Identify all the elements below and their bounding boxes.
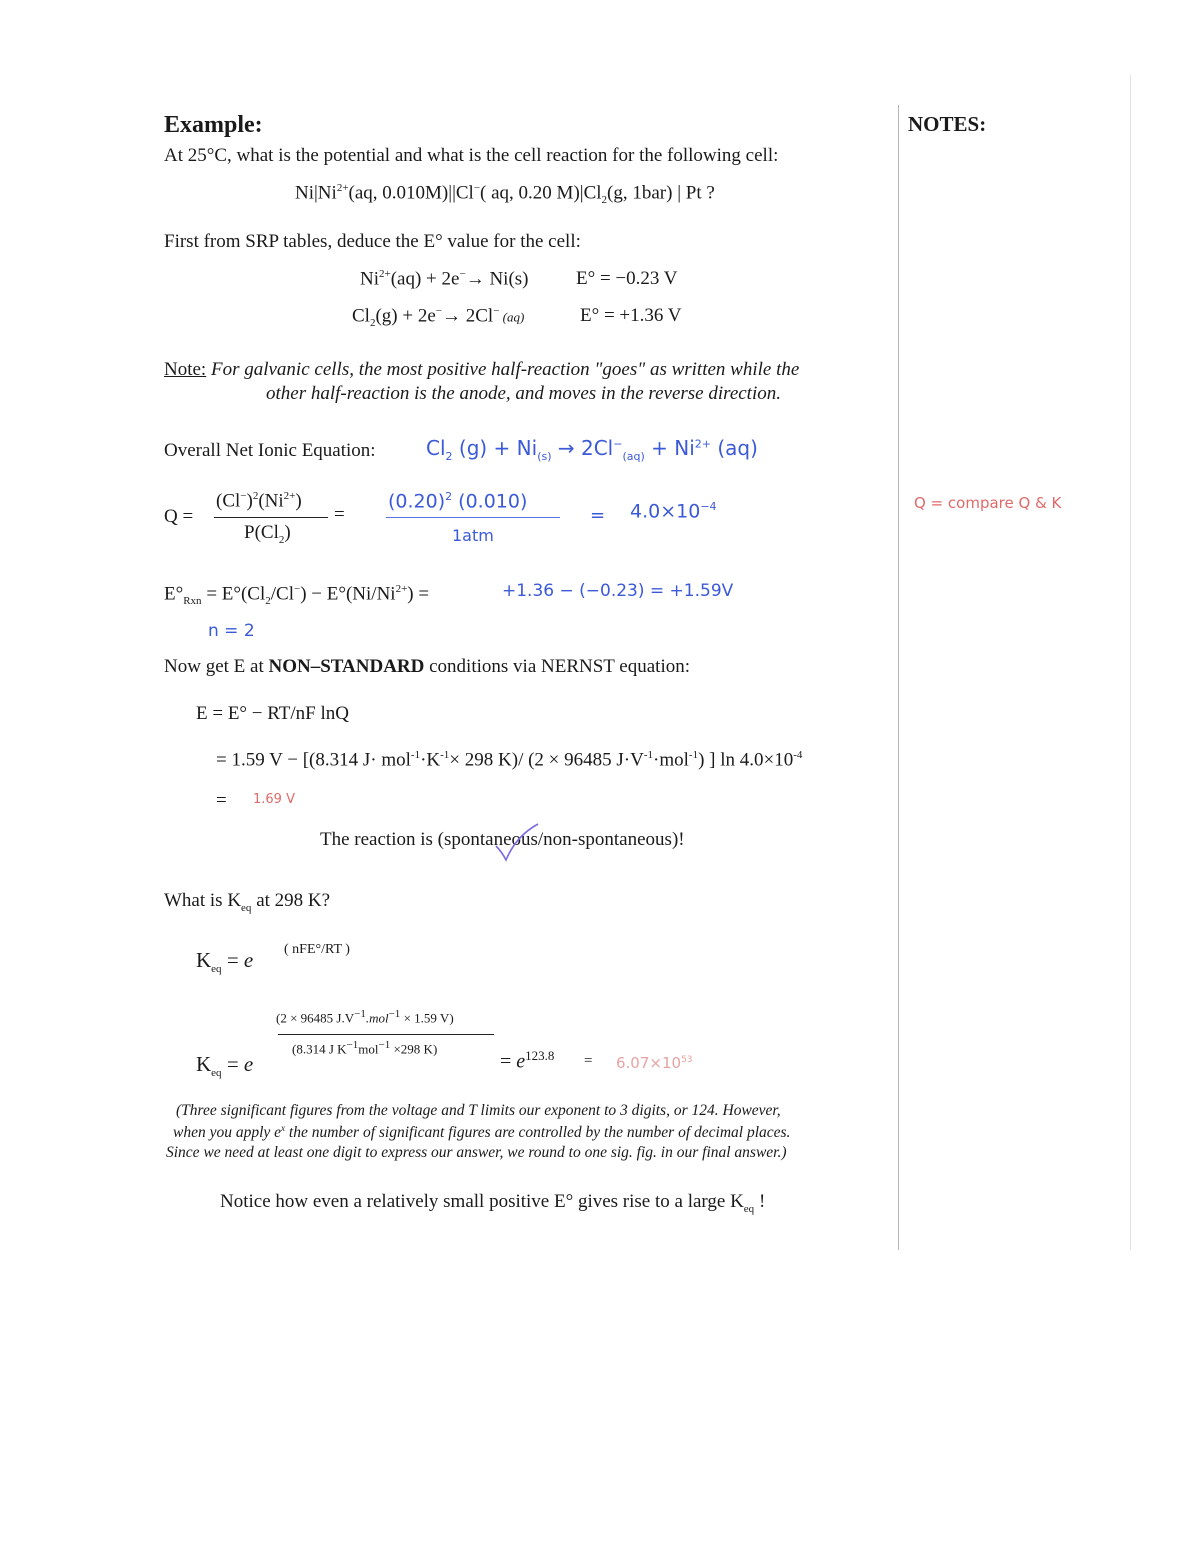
keq-exponential-result: = $e^{123.8}$	[500, 1048, 555, 1073]
q-handwritten-numerator: $(0.20)^2$ (0.010)	[388, 490, 528, 513]
keq-exponent: ( nFE°/RT )	[284, 942, 350, 957]
notes-divider-line	[898, 105, 899, 1250]
checkmark-icon	[494, 822, 540, 862]
closing-statement: Notice how even a relatively small positive E° gives rise to a large $K_{eq}$ !	[220, 1191, 766, 1215]
note-line-1: Note: For galvanic cells, the most positive half-reaction "goes" as written while the	[164, 359, 800, 380]
q-handwritten-result: $4.0\times 10^{-4}$	[630, 500, 717, 523]
footnote-line-2: when you apply $e^x$ the number of significant figures are controlled by the number of decimal places.	[173, 1123, 791, 1142]
q-fraction-bar	[214, 517, 328, 518]
half-reaction-chlorine: $Cl_2(g) + 2e^-\to 2Cl^-$ (aq)	[352, 305, 525, 330]
overall-equation-label: Overall Net Ionic Equation:	[164, 440, 376, 461]
half-reaction-chlorine-potential: E° = +1.36 V	[580, 305, 682, 326]
note-line-2: other half-reaction is the anode, and moves in the reverse direction.	[266, 383, 781, 404]
half-reaction-nickel-potential: E° = −0.23 V	[576, 268, 678, 289]
overall-equation-handwritten: $Cl_2$ $(g) + Ni_{(s)} \to 2Cl^-_{(aq)} + Ni^{2+}$ (aq)	[426, 436, 758, 463]
nernst-result-handwritten: 1.69 V	[253, 792, 295, 807]
e-rxn-handwritten: +1.36 − (−0.23) = +1.59V	[502, 581, 734, 601]
nernst-intro: Now get E at NON–STANDARD conditions via NERNST equation:	[164, 656, 691, 677]
question-text: At 25°C, what is the potential and what is the cell reaction for the following cell:	[164, 145, 779, 166]
keq-exponent-numerator: (2 × 96485 $J.V^{-1}.mol^{-1} \times 1.59$ V)	[276, 1008, 454, 1026]
nernst-equation: E = E° − RT/nF lnQ	[196, 703, 349, 724]
keq-question: What is $K_{eq}$ at 298 K?	[164, 890, 331, 914]
spontaneity-statement: The reaction is (spontaneous/non-spontaneous)!	[320, 829, 685, 850]
q-equals-2: =	[590, 505, 606, 526]
cell-notation: $Ni|Ni^{2+}(aq$, 0.010M)||Cl−( aq, 0.20 $M)|Cl_2(g$, 1bar) | Pt ?	[295, 182, 715, 207]
footnote-line-1: (Three significant figures from the voltage and T limits our exponent to 3 digits, or 124. However,	[176, 1102, 781, 1119]
n-value-handwritten: n = 2	[208, 621, 255, 641]
keq-exponent-denominator: (8.314 J $K^{-1}mol^{-1} \times 298$ K)	[292, 1039, 438, 1057]
q-handwritten-fraction-bar	[386, 517, 560, 518]
keq-formula-substituted: $K_{eq} = e$	[196, 1052, 254, 1080]
keq-formula: $K_{eq} = e$	[196, 948, 254, 976]
e-rxn-expression: $E^\circ_{Rxn} = E^\circ(Cl_2/Cl^-) - E^\circ(Ni/Ni^{2+})$ =	[164, 583, 430, 608]
q-numerator: $(Cl^-)^2(Ni^{2+})$	[216, 490, 302, 512]
right-margin-line	[1130, 75, 1131, 1250]
notes-heading: NOTES:	[908, 112, 987, 136]
nernst-result-equals: =	[216, 790, 227, 811]
q-label: Q =	[164, 506, 194, 527]
nernst-substitution: = 1.59 V − [(8.314 $J\cdot mol^{-1}\cdot K^{-1}\times 298$ K)/ (2 × 96485 $J\cdot V^{-1}\cdot mol^{-1}$) ] $\ln 4.0\times 10^{-4}$	[216, 749, 803, 771]
srp-intro: First from SRP tables, deduce the E° value for the cell:	[164, 231, 581, 252]
half-reaction-nickel: $Ni^{2+}(aq) + 2e^-\to Ni(s)$	[360, 268, 529, 290]
keq-exponent-fraction-bar	[278, 1034, 494, 1035]
q-equals-1: =	[334, 504, 345, 525]
footnote-line-3: Since we need at least one digit to express our answer, we round to one sig. fig. in our final answer.)	[166, 1144, 787, 1161]
q-denominator: $P(Cl_2)$	[244, 522, 291, 546]
q-handwritten-denominator: 1atm	[452, 526, 494, 545]
keq-handwritten-result: $6.07\times 10^{53}$	[616, 1054, 693, 1072]
example-title: Example:	[164, 112, 263, 138]
keq-result-equals: =	[584, 1053, 593, 1069]
notes-handwritten-q: Q = compare Q & K	[914, 494, 1062, 512]
